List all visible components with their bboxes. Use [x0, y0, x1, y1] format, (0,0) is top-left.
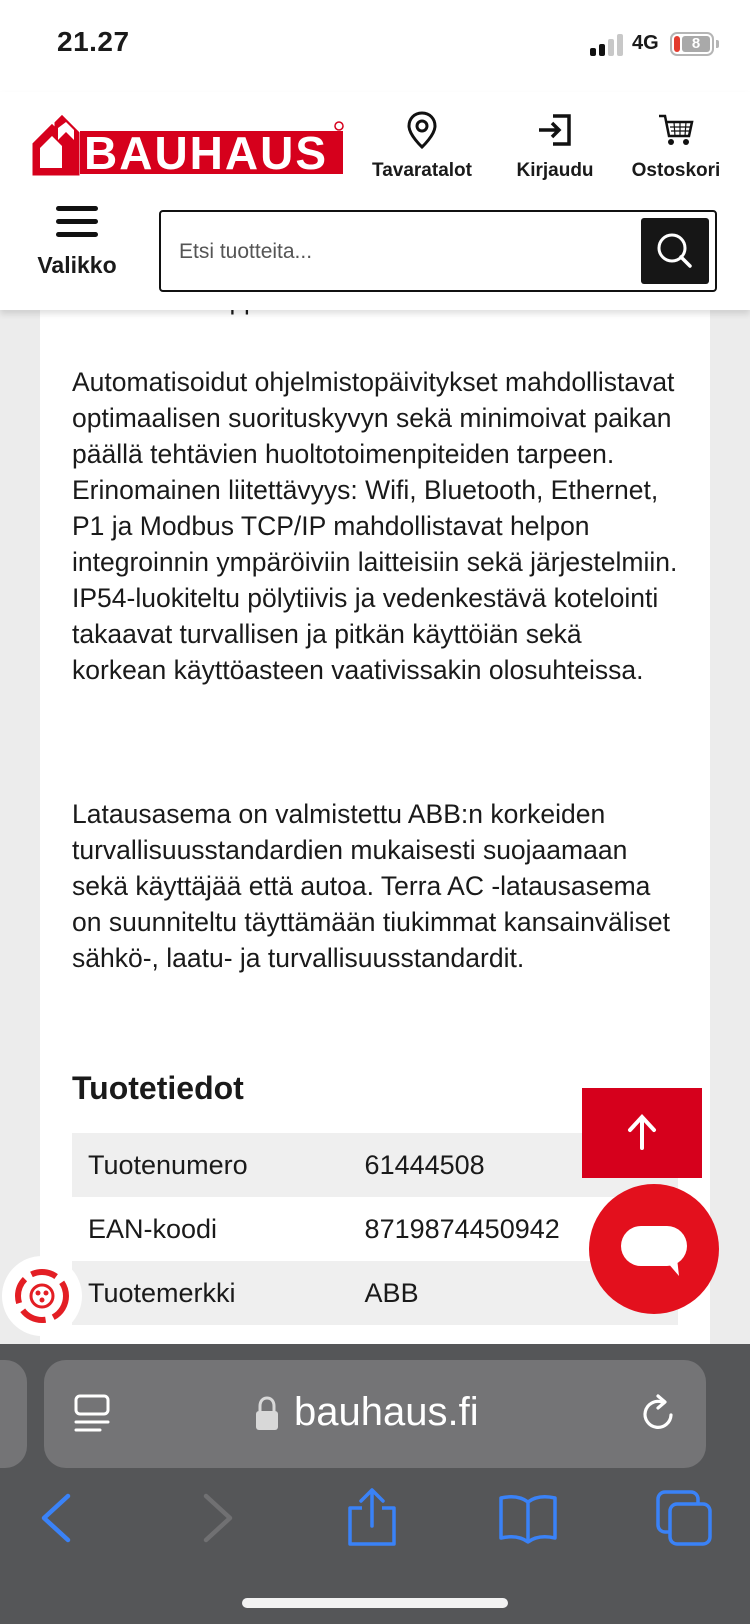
network-label: 4G [632, 32, 659, 54]
url-text: bauhaus.fi [294, 1390, 479, 1434]
spec-value: ABB [351, 1261, 678, 1325]
spec-label: Tuotemerkki [72, 1261, 351, 1325]
nav-cart[interactable] [620, 110, 732, 182]
status-bar [0, 0, 750, 92]
bauhaus-logo[interactable] [32, 114, 346, 176]
nav-login-label: Kirjaudu [516, 160, 594, 181]
share-icon[interactable] [342, 1488, 402, 1548]
battery-icon [670, 32, 714, 56]
reader-mode-icon[interactable] [72, 1392, 112, 1436]
search-icon [641, 218, 709, 284]
signal-icon [590, 34, 626, 56]
spec-label: EAN-koodi [88, 1213, 218, 1244]
back-icon[interactable] [28, 1488, 88, 1548]
spec-value: 61444508 [351, 1133, 678, 1197]
address-bar[interactable] [44, 1360, 706, 1468]
lock-icon [254, 1396, 280, 1432]
home-indicator[interactable] [242, 1598, 508, 1608]
tabs-icon[interactable] [654, 1488, 714, 1548]
previous-tab[interactable] [0, 1360, 27, 1468]
reload-icon[interactable] [638, 1394, 678, 1434]
location-pin-icon [402, 110, 442, 150]
scroll-to-top-button[interactable] [582, 1088, 702, 1178]
brand-text: BAUHAUS [84, 127, 328, 176]
cart-icon [656, 110, 696, 150]
arrow-up-icon [582, 1088, 702, 1178]
description-paragraph: Latausasema on valmistettu ABB:n korkeiden turvallisuusstandardien mukaisesti suojaamaan sekä käyttäjää että autoa. Terra AC -latausasema on suunniteltu täyttämään tiukimmat kansainväliset sähkö-, laatu- ja turvallisuusstandardit. [72, 799, 671, 973]
nav-stores[interactable] [362, 110, 482, 182]
menu-label: Valikko [37, 252, 117, 278]
table-row [72, 1197, 678, 1261]
search-input[interactable] [177, 212, 631, 292]
site-header [0, 92, 750, 310]
battery-level: 8 [682, 36, 710, 52]
ecolabel-icon[interactable] [2, 1256, 82, 1336]
description-paragraph: Automatisoidut ohjelmistopäivitykset mahdollistavat optimaalisen suorituskyvyn sekä minimoivat paikan päällä tehtävien huoltotoimenpiteiden tarpeen. Erinomainen liitettävyys: Wifi, Bluetooth, Ethernet, P1 ja Modbus TCP/IP mahdollistavat helpon integroinnin ympäröiviin laitteisiin sekä järjestelmiin. IP54-luokiteltu pölytiivis ja vedenkestävä kotelointi takaavat turvallisen ja pitkän käyttöiän sekä korkean käyttöasteen vaativissakin olosuhteissa. [72, 367, 678, 685]
forward-icon[interactable] [186, 1488, 246, 1548]
chat-bubble-icon [589, 1184, 719, 1314]
search-box [159, 210, 717, 292]
status-time: 21.27 [57, 26, 130, 57]
search-button[interactable] [641, 218, 709, 284]
nav-stores-label: Tavaratalot [372, 160, 472, 181]
login-icon [535, 110, 575, 150]
nav-login[interactable] [505, 110, 605, 182]
menu-button[interactable] [28, 206, 126, 279]
spec-value: 8719874450942 [364, 1213, 560, 1244]
spec-label: Tuotenumero [72, 1133, 351, 1197]
specs-title: Tuotetiedot [72, 1070, 244, 1106]
browser-toolbar [0, 1344, 750, 1624]
hamburger-icon [56, 206, 98, 238]
chat-button[interactable] [589, 1184, 719, 1314]
bookmarks-icon[interactable] [498, 1488, 558, 1548]
table-row [72, 1261, 678, 1325]
nav-cart-label: Ostoskori [631, 160, 721, 181]
